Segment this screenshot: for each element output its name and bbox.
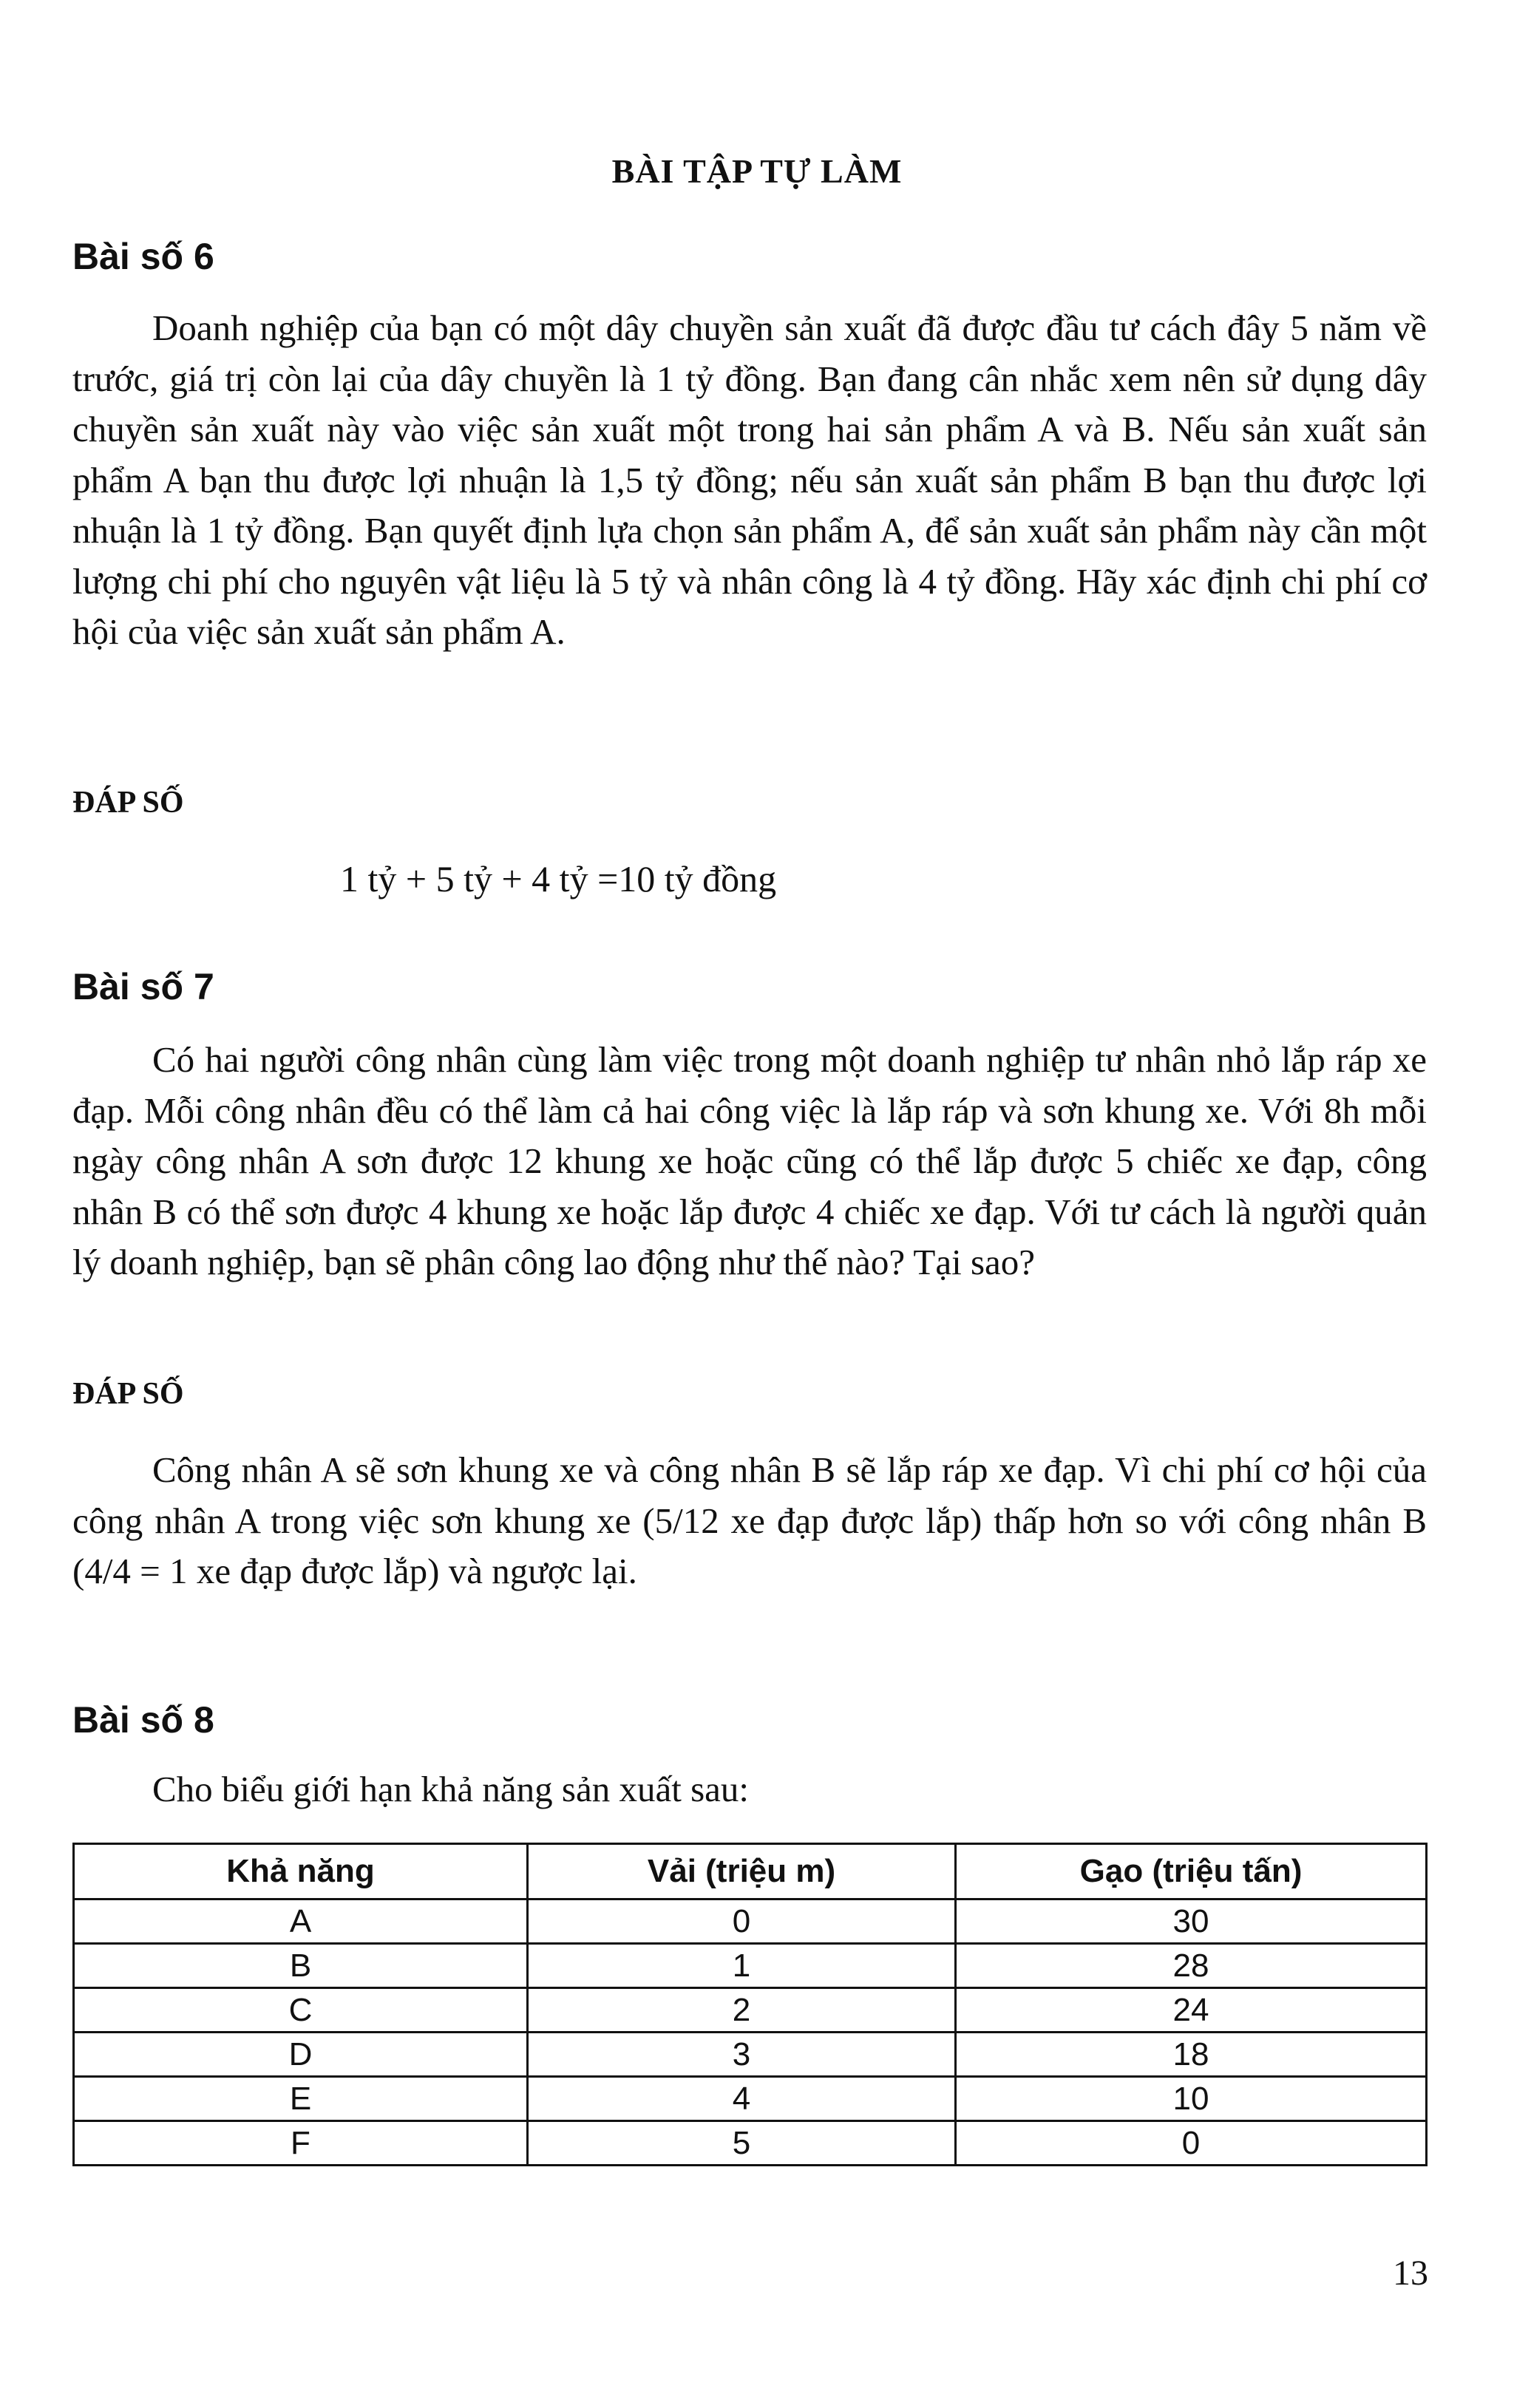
table-cell: B (74, 1944, 528, 1988)
exercise-6-answer: 1 tỷ + 5 tỷ + 4 tỷ =10 tỷ đồng (340, 858, 777, 899)
header-cell: Khả năng (74, 1844, 528, 1899)
exercise-8-title: Bài số 8 (72, 1699, 214, 1741)
exercise-7-answer: Công nhân A sẽ sơn khung xe và công nhân B sẽ lắp ráp xe đạp. Vì chi phí cơ hội của công nhân A trong việc sơn khung xe (5/12 xe đạp được lắp) thấp hơn so với công nhân B (4/4 = 1 xe đạp được lắp) và ngược lại. (72, 1449, 1427, 1591)
table-cell: E (74, 2077, 528, 2121)
header-cell: Vải (triệu m) (527, 1844, 955, 1899)
table-cell: D (74, 2033, 528, 2077)
table-cell: A (74, 1899, 528, 1944)
table-cell: 2 (527, 1988, 955, 2033)
table-header-row (74, 1844, 1427, 1899)
table-cell: 0 (527, 1899, 955, 1944)
table-row (74, 2121, 1427, 2166)
table-cell: 28 (956, 1944, 1427, 1988)
table-row (74, 1944, 1427, 1988)
exercise-6-title: Bài số 6 (72, 236, 214, 277)
table-cell: 10 (956, 2077, 1427, 2121)
table-cell: 5 (527, 2121, 955, 2166)
exercise-7-body: Có hai người công nhân cùng làm việc trong một doanh nghiệp tư nhân nhỏ lắp ráp xe đạp. Mỗi công nhân đều có thể làm cả hai công việc là lắp ráp và sơn khung xe. Với 8h mỗi ngày công nhân A sơn được 12 khung xe hoặc cũng có thể lắp được 5 chiếc xe đạp, công nhân B có thể sơn được 4 khung xe hoặc lắp được 4 chiếc xe đạp. Với tư cách là người quản lý doanh nghiệp, bạn sẽ phân công lao động như thế nào? Tại sao? (72, 1039, 1427, 1282)
exercise-8-intro: Cho biểu giới hạn khả năng sản xuất sau: (152, 1769, 750, 1809)
table-row (74, 2033, 1427, 2077)
table-cell: 18 (956, 2033, 1427, 2077)
table-cell: 4 (527, 2077, 955, 2121)
header-cell: Gạo (triệu tấn) (956, 1844, 1427, 1899)
table-cell: 1 (527, 1944, 955, 1988)
exercise-7-title: Bài số 7 (72, 966, 214, 1007)
table-cell: C (74, 1988, 528, 2033)
table-row (74, 2077, 1427, 2121)
section-header: BÀI TẬP TỰ LÀM (611, 152, 903, 190)
table-cell: 3 (527, 2033, 955, 2077)
table-row (74, 1988, 1427, 2033)
table-cell: 0 (956, 2121, 1427, 2166)
exercise-6-answer-label: ĐÁP SỐ (72, 786, 184, 820)
table-row (74, 1899, 1427, 1944)
table-cell: F (74, 2121, 528, 2166)
production-possibility-table (72, 1843, 1428, 2166)
table-cell: 24 (956, 1988, 1427, 2033)
exercise-6-body: Doanh nghiệp của bạn có một dây chuyền sản xuất đã được đầu tư cách đây 5 năm về trước, giá trị còn lại của dây chuyền là 1 tỷ đồng. Bạn đang cân nhắc xem nên sử dụng dây chuyền sản xuất này vào việc sản xuất một trong hai sản phẩm A và B. Nếu sản xuất sản phẩm A bạn thu được lợi nhuận là 1,5 tỷ đồng; nếu sản xuất sản phẩm B bạn thu được lợi nhuận là 1 tỷ đồng. Bạn quyết định lựa chọn sản phẩm A, để sản xuất sản phẩm này cần một lượng chi phí cho nguyên vật liệu là 5 tỷ và nhân công là 4 tỷ đồng. Hãy xác định chi phí cơ hội của việc sản xuất sản phẩm A. (72, 307, 1427, 652)
exercise-7-answer-label: ĐÁP SỐ (72, 1377, 184, 1411)
table-cell: 30 (956, 1899, 1427, 1944)
page-number: 13 (1393, 2254, 1428, 2293)
